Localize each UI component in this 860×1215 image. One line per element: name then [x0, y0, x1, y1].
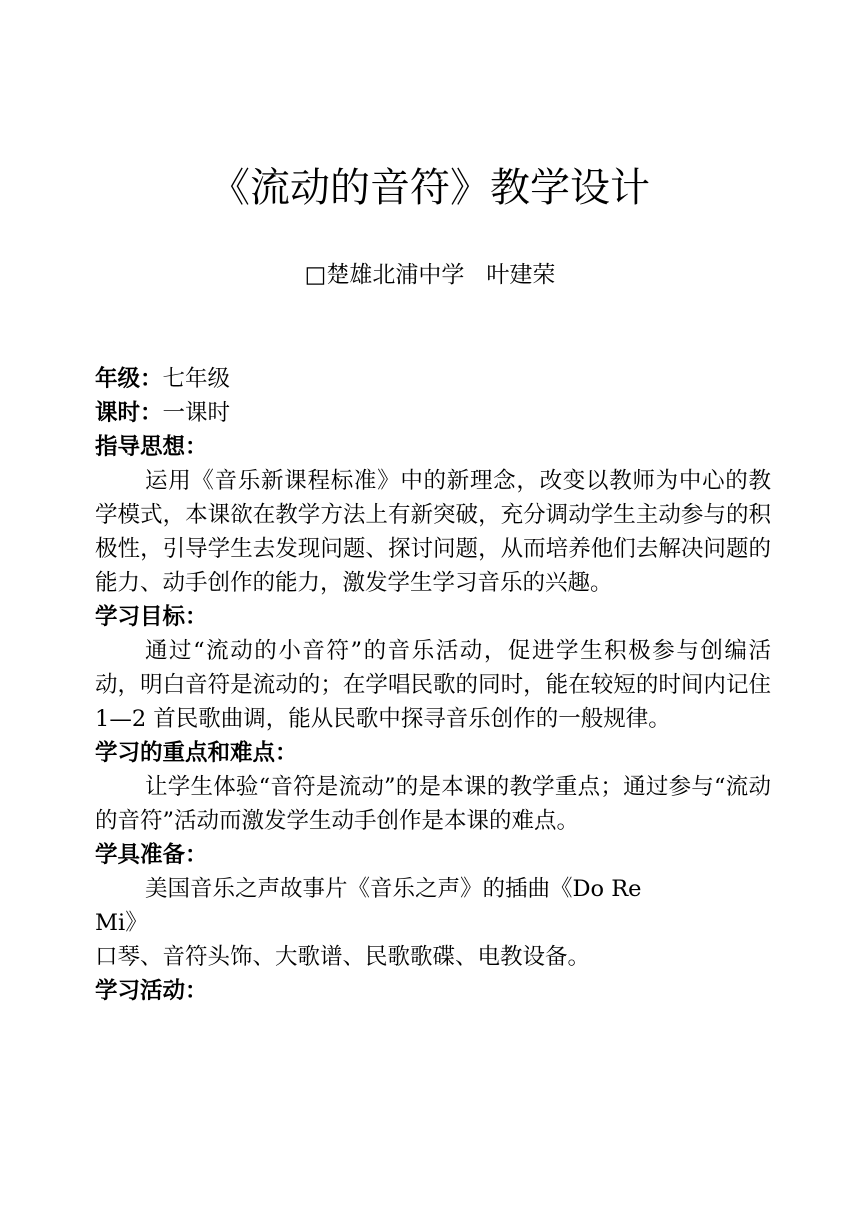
guiding-heading: 指导思想： [95, 434, 208, 460]
author-line [0, 258, 860, 292]
author-name: 叶建荣 [486, 262, 556, 288]
guiding-paragraph: 运用《音乐新课程标准》中的新理念，改变以教师为中心的教学模式，本课欲在教学方法上有新突破，充分调动学生主动参与的积极性，引导学生去发现问题、探讨问题，从而培养他们去解决问题的能力、动手创作的能力，激发学生学习音乐的兴趣。 [95, 468, 771, 596]
period-value: 一课时 [162, 400, 231, 426]
period-line [95, 396, 771, 430]
focus-paragraph: 让学生体验“音符是流动”的是本课的教学重点；通过参与“流动的音符”活动而激发学生动手创作是本课的难点。 [95, 774, 771, 834]
materials-heading: 学具准备： [95, 842, 208, 868]
document-title: 《流动的音符》教学设计 [210, 165, 650, 211]
objectives-heading: 学习目标： [95, 604, 208, 630]
materials-line-2: Mi》 [95, 910, 148, 936]
grade-line [95, 362, 771, 396]
focus-heading: 学习的重点和难点： [95, 740, 298, 766]
objectives-paragraph: 通过“流动的小音符”的音乐活动，促进学生积极参与创编活动，明白音符是流动的；在学唱民歌的同时，能在较短的时间内记住 1—2 首民歌曲调，能从民歌中探寻音乐创作的一般规律。 [95, 638, 771, 732]
grade-value: 七年级 [162, 366, 231, 392]
author-school: □楚雄北浦中学 [304, 262, 465, 288]
period-label: 课时： [95, 400, 163, 426]
materials-line-1: 美国音乐之声故事片《音乐之声》的插曲《Do Re [145, 876, 642, 902]
activities-heading: 学习活动： [95, 978, 208, 1004]
document-body [95, 362, 771, 1008]
materials-line-3: 口琴、音符头饰、大歌谱、民歌歌碟、电教设备。 [95, 944, 591, 970]
grade-label: 年级： [95, 366, 163, 392]
